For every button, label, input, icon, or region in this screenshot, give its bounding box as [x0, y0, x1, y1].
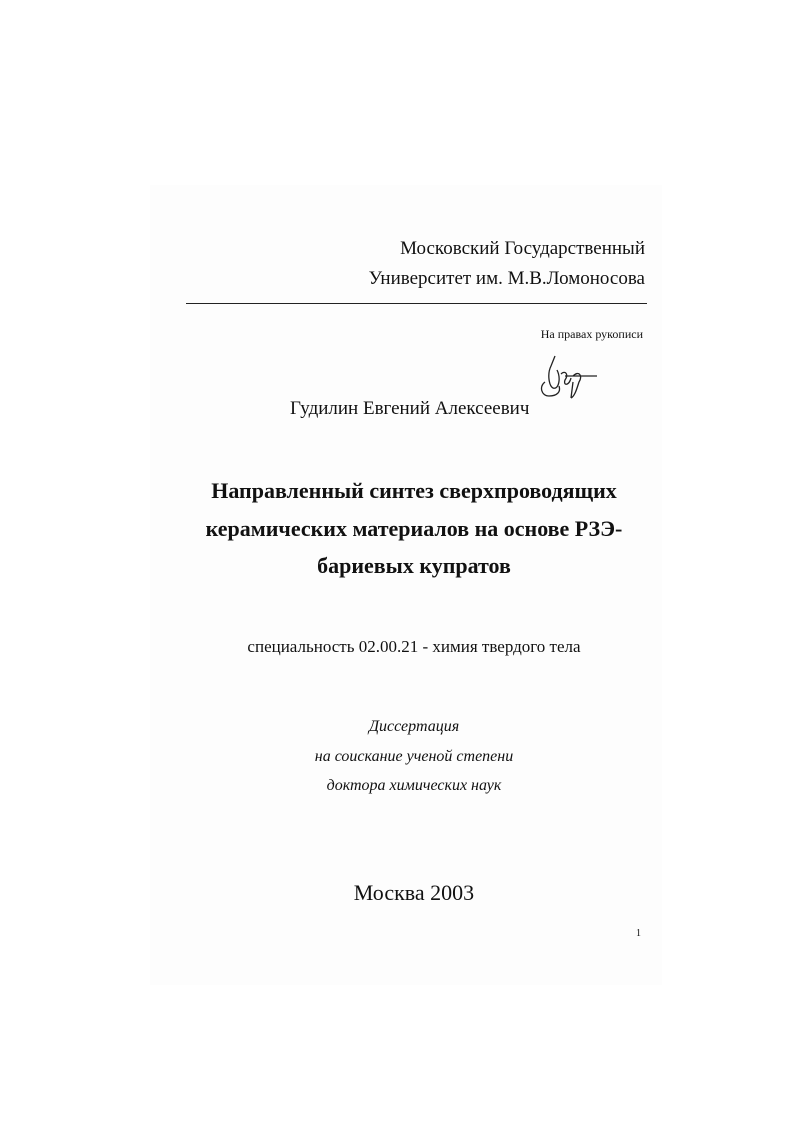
title-line-1: Направленный синтез сверхпроводящих	[211, 478, 617, 503]
header-divider	[186, 303, 647, 304]
degree-line-2: на соискание ученой степени	[314, 748, 514, 765]
signature-icon	[535, 352, 605, 402]
author-name: Гудилин Евгений Алексеевич	[290, 398, 530, 419]
title-line-3: бариевых купратов	[317, 553, 511, 578]
degree-line-3: доктора химических наук	[326, 777, 502, 794]
institution-line-1: Московский Государственный	[400, 238, 645, 259]
degree-line-1: Диссертация	[368, 718, 460, 735]
page-number: 1	[636, 928, 641, 939]
title-line-2: керамических материалов на основе РЗЭ-	[205, 516, 623, 541]
scanned-page	[150, 185, 662, 985]
manuscript-note: На правах рукописи	[540, 327, 643, 341]
place-year: Москва 2003	[353, 880, 475, 905]
specialty: специальность 02.00.21 - химия твердого тела	[247, 637, 581, 656]
institution-line-2: Университет им. М.В.Ломоносова	[368, 268, 645, 289]
